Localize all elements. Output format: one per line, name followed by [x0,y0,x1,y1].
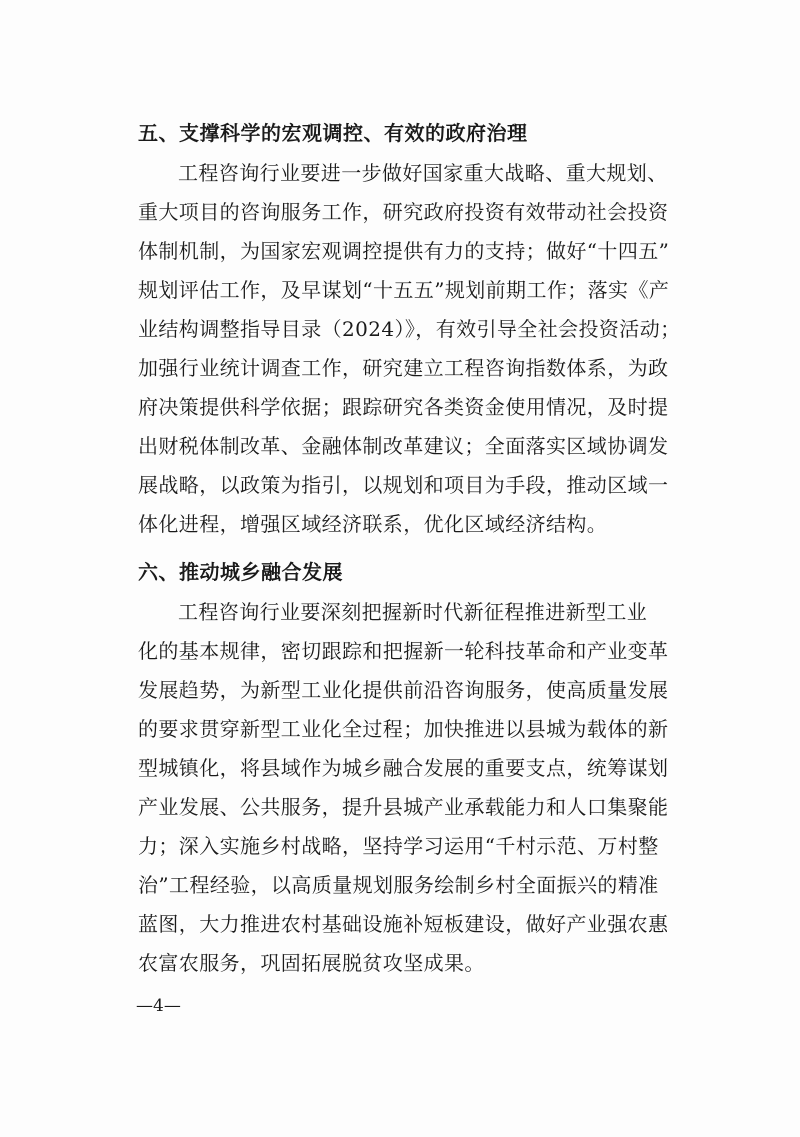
section-6-heading: 六、推动城乡融合发展 [138,560,343,584]
paragraph-line: 出财税体制改革、金融体制改革建议；全面落实区域协调发 [138,434,669,458]
paragraph-line: 加强行业统计调查工作，研究建立工程咨询指数体系，为政 [138,356,669,380]
paragraph-line: 体制机制，为国家宏观调控提供有力的支持；做好“十四五” [138,239,670,263]
paragraph-line: 力；深入实施乡村战略，坚持学习运用“千村示范、万村整 [138,834,659,858]
paragraph-line: 工程咨询行业要进一步做好国家重大战略、重大规划、 [178,161,668,185]
paragraph-line: 蓝图，大力推进农村基础设施补短板建设，做好产业强农惠 [138,912,669,936]
paragraph-line: 发展趋势，为新型工业化提供前沿咨询服务，使高质量发展 [138,678,669,702]
paragraph-line: 产业发展、公共服务，提升县城产业承载能力和人口集聚能 [138,795,669,819]
paragraph-line: 治”工程经验，以高质量规划服务绘制乡村全面振兴的精准 [138,873,659,897]
paragraph-line: 规划评估工作，及早谋划“十五五”规划前期工作；落实《产 [138,278,670,302]
paragraph-line: 的要求贯穿新型工业化全过程；加快推进以县城为载体的新 [138,717,669,741]
paragraph-line: 府决策提供科学依据；跟踪研究各类资金使用情况，及时提 [138,395,669,419]
paragraph-line: 业结构调整指导目录（2024）》，有效引导全社会投资活动； [138,317,681,341]
page-number: —4— [136,996,181,1016]
paragraph-line: 化的基本规律，密切跟踪和把握新一轮科技革命和产业变革 [138,639,669,663]
section-5-paragraph [138,154,681,544]
section-6-paragraph [138,593,668,983]
paragraph-line: 工程咨询行业要深刻把握新时代新征程推进新型工业 [178,600,648,624]
paragraph-line: 展战略，以政策为指引，以规划和项目为手段，推动区域一 [138,473,669,497]
paragraph-line: 型城镇化，将县域作为城乡融合发展的重要支点，统筹谋划 [138,756,669,780]
paragraph-line: 重大项目的咨询服务工作，研究政府投资有效带动社会投资 [138,200,669,224]
paragraph-line: 体化进程，增强区域经济联系，优化区域经济结构。 [138,512,608,536]
section-5-heading: 五、支撑科学的宏观调控、有效的政府治理 [138,121,528,145]
paragraph-line: 农富农服务，巩固拓展脱贫攻坚成果。 [138,951,485,975]
